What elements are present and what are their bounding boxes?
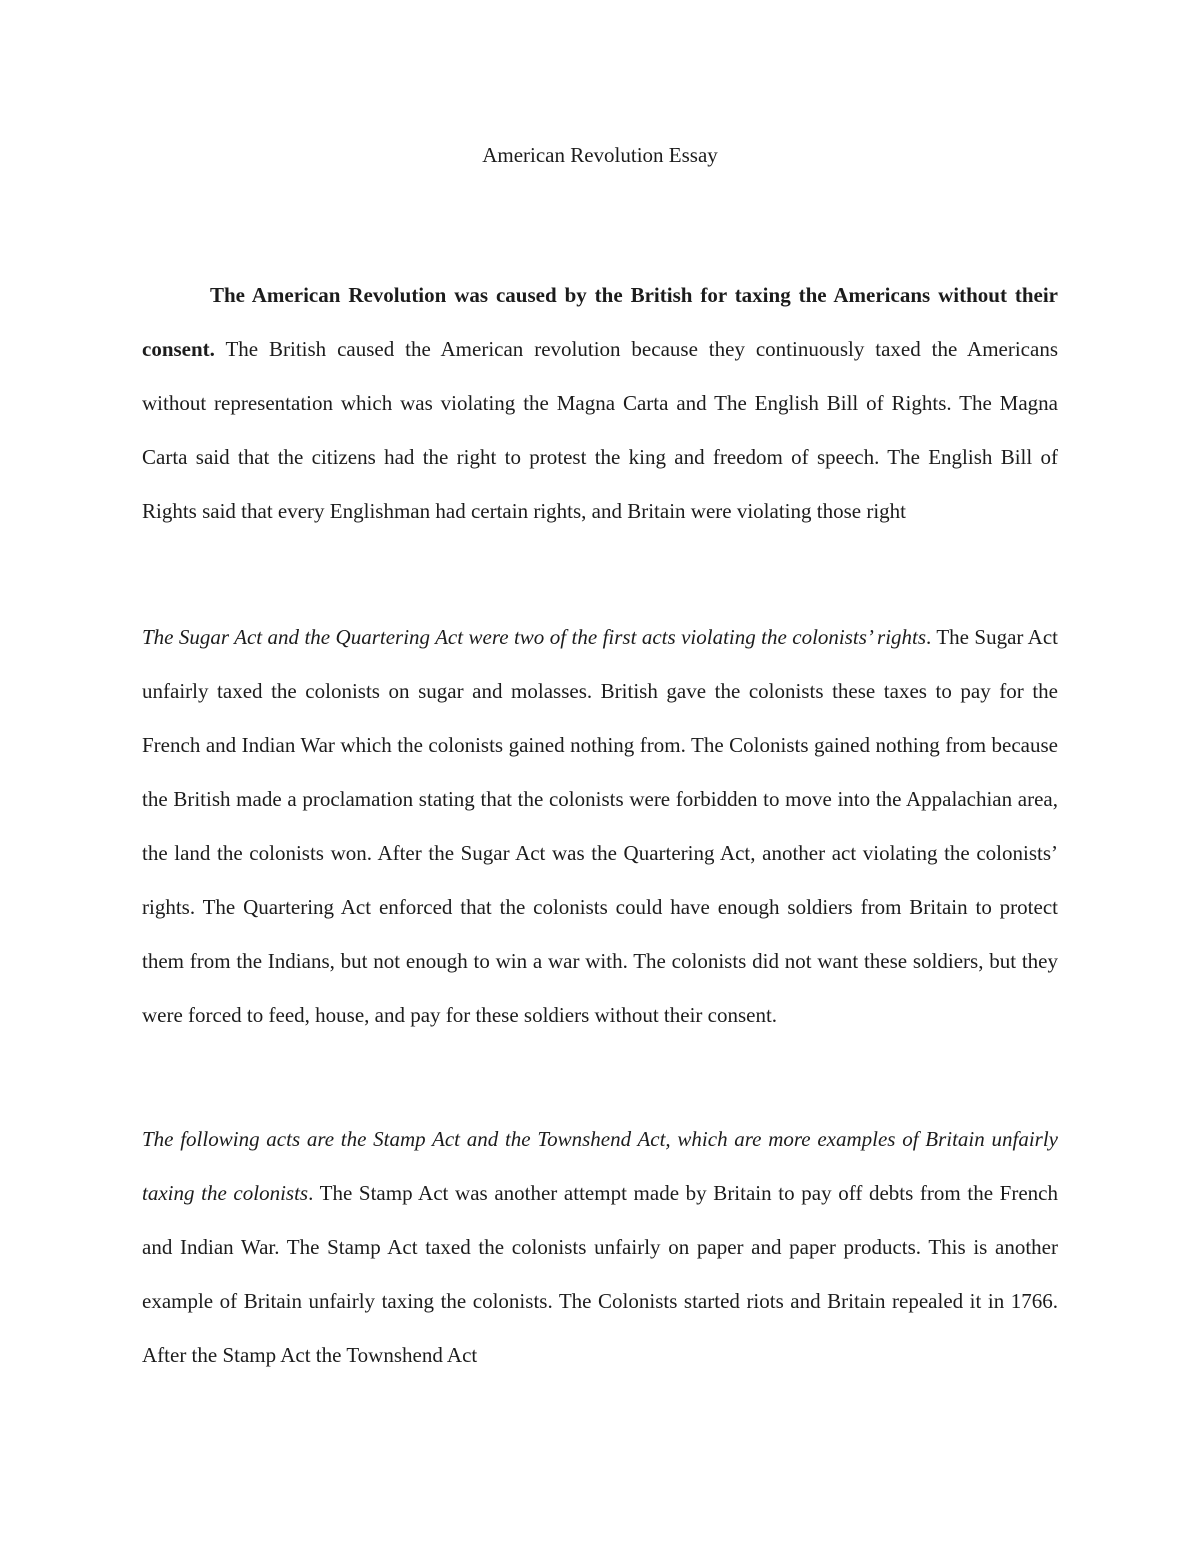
- paragraph-2-text: . The Sugar Act unfairly taxed the colonists on sugar and molasses. British gave the colonists these taxes to pay for the French and Indian War which the colonists gained nothing from. The Colonists gained nothing from because the British made a proclamation stating that the colonists were forbidden to move into the Appalachian area, the land the colonists won. After the Sugar Act was the Quartering Act, another act violating the colonists’ rights. The Quartering Act enforced that the colonists could have enough soldiers from Britain to protect them from the Indians, but not enough to win a war with. The colonists did not want these soldiers, but they were forced to feed, house, and pay for these soldiers without their consent.: [142, 625, 1058, 1027]
- paragraph-2-lead: The Sugar Act and the Quartering Act were two of the first acts violating the colonists’ rights: [142, 625, 927, 649]
- paragraph-3: [142, 1112, 1058, 1382]
- paragraph-3-text: . The Stamp Act was another attempt made by Britain to pay off debts from the French and Indian War. The Stamp Act taxed the colonists unfairly on paper and paper products. This is another example of Britain unfairly taxing the colonists. The Colonists started riots and Britain repealed it in 1766. After the Stamp Act the Townshend Act: [142, 1181, 1058, 1367]
- paragraph-1-lead: The American Revolution was caused by the British for taxing the Americans without their consent.: [142, 283, 1058, 361]
- paragraph-1: [142, 268, 1058, 538]
- paragraph-1-text: The British caused the American revolution because they continuously taxed the Americans without representation which was violating the Magna Carta and The English Bill of Rights. The Magna Carta said that the citizens had the right to protest the king and freedom of speech. The English Bill of Rights said that every Englishman had certain rights, and Britain were violating those right: [142, 337, 1058, 523]
- document-title: American Revolution Essay: [482, 143, 718, 167]
- paragraph-2: [142, 610, 1058, 1042]
- paragraph-3-lead: The following acts are the Stamp Act and the Townshend Act, which are more examples of Britain unfairly taxing the colonists: [142, 1127, 1058, 1205]
